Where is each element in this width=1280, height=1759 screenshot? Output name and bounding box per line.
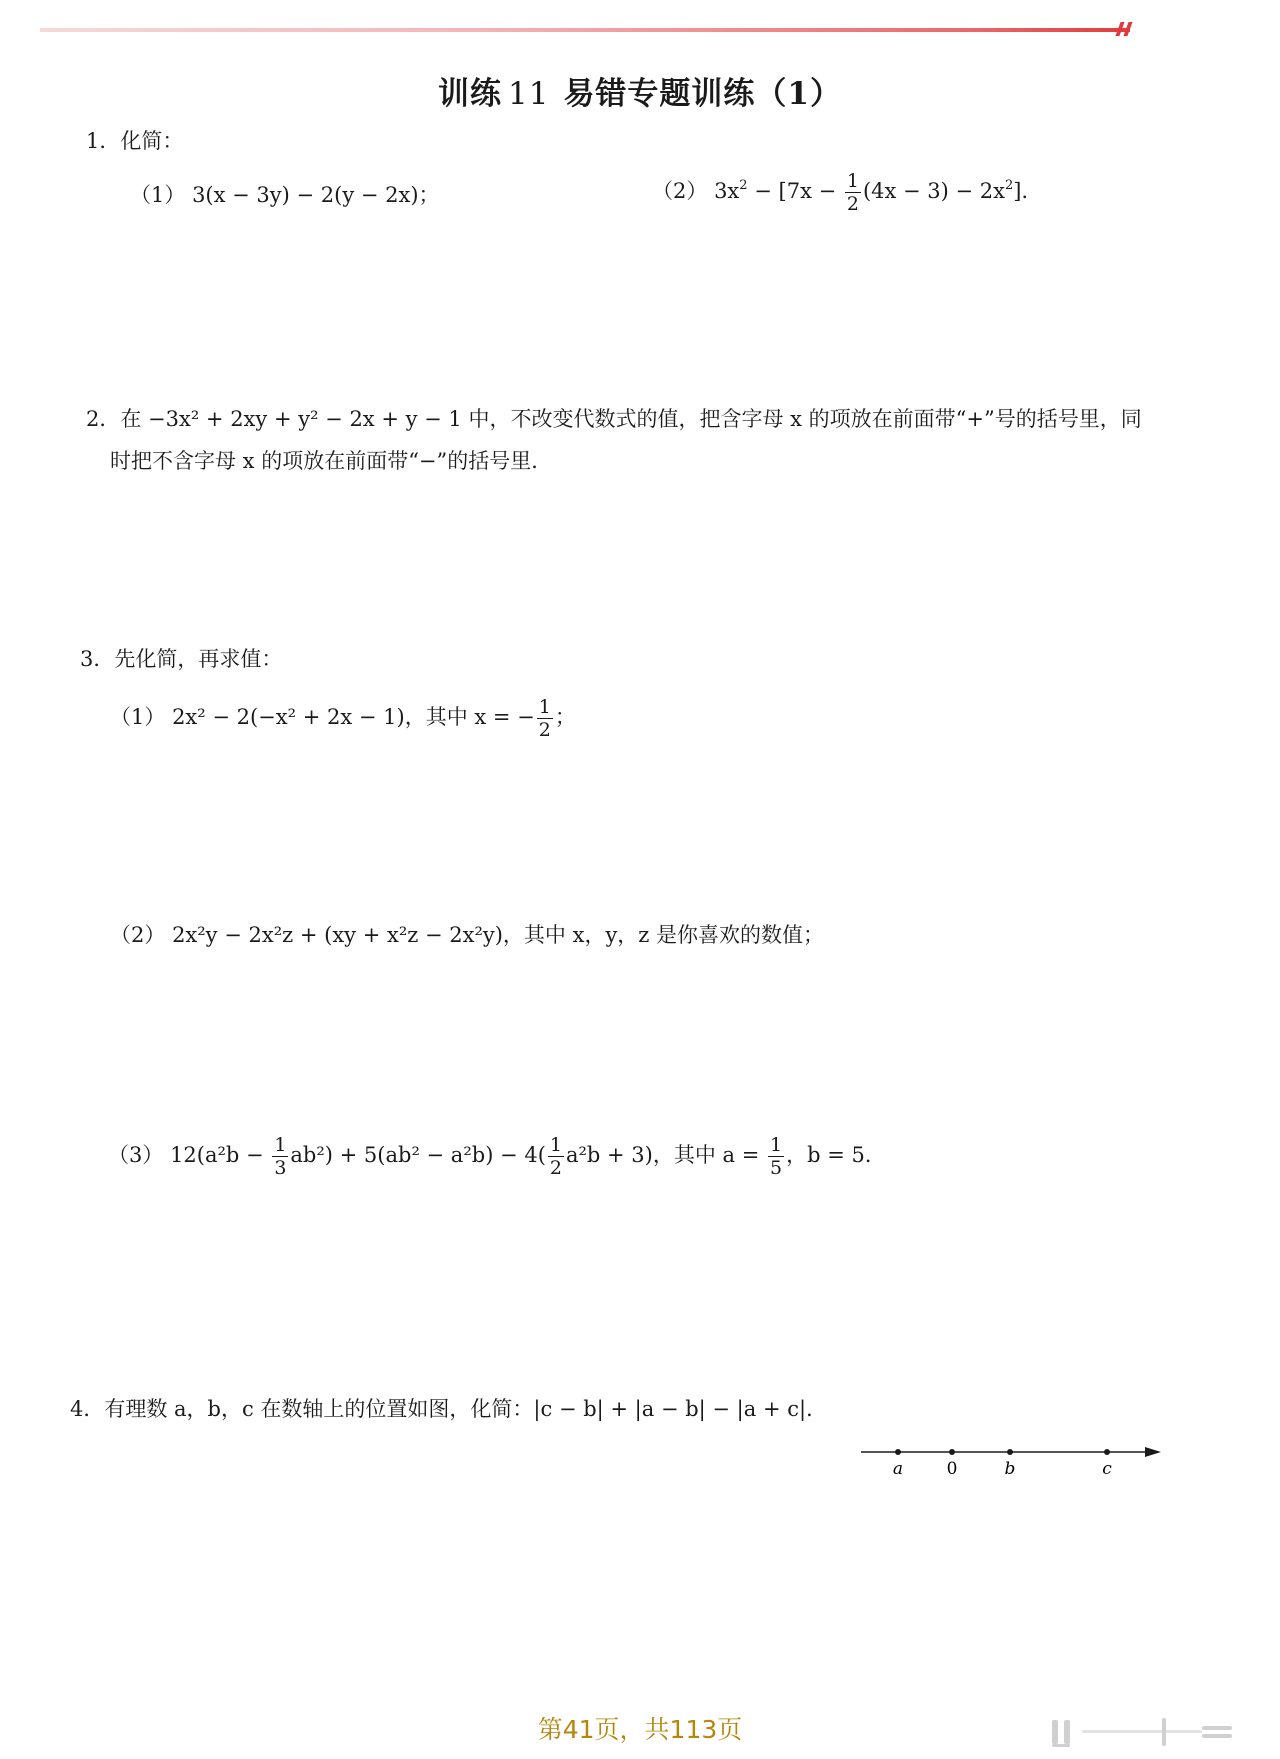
page-indicator: 第41页，共113页 — [537, 1715, 743, 1744]
q3-part2-label: （2） — [110, 923, 166, 947]
q1-part2-fraction: $\frac{1}{2}$ — [846, 170, 859, 215]
q3-part3-fraction-2: $\frac{1}{2}$ — [549, 1134, 562, 1179]
q3-part2 — [110, 920, 824, 950]
label-a: a — [892, 1459, 904, 1479]
point-c — [1104, 1449, 1110, 1455]
q2-line1: 2．在 −3x² + 2xy + y² − 2x + y − 1 中，不改变代数式的值，把含字母 x 的项放在前面带“+”号的括号里，同 — [86, 407, 1142, 431]
q1-part1-label: （1） — [130, 183, 186, 207]
page-slider-thumb[interactable] — [1162, 1718, 1166, 1746]
q3-part3-fraction-3: $\frac{1}{5}$ — [770, 1134, 783, 1179]
header-rule-tick — [1123, 22, 1132, 36]
q3-part1-label: （1） — [110, 705, 166, 729]
title-text: 易错专题训练（1） — [563, 76, 843, 112]
q3-part3-fraction-1: $\frac{1}{3}$ — [274, 1134, 287, 1179]
q1-part2-expr-a: 3x — [714, 179, 740, 203]
q1-part2-expr-b: − [7x − — [747, 179, 843, 203]
q3-part1: （1） 2x² − 2(−x² + 2x − 1)，其中 x = − $\frac{1}{2}$ ； — [110, 696, 576, 741]
q3-part3-label: （3） — [108, 1143, 164, 1167]
q1-part2-expr-d: ]． — [1013, 179, 1043, 203]
q2-line2: 时把不含字母 x 的项放在前面带“−”的括号里． — [110, 449, 553, 473]
q1-part1 — [130, 180, 440, 210]
label-c: c — [1102, 1459, 1112, 1479]
number-line-arrow — [1145, 1447, 1161, 1457]
point-a — [895, 1449, 901, 1455]
q1-part2-label: （2） — [652, 179, 708, 203]
q1-label: 1．化简： — [86, 129, 184, 153]
q3-part1-fraction: $\frac{1}{2}$ — [538, 696, 551, 741]
q3-part3: （3） 12(a²b − $\frac{1}{3}$ ab²) + 5(ab² − a²b) − 4( $\frac{1}{2}$ a²b + 3)，其中 a = $\frac{1}{5}$ ，b = 5． — [108, 1134, 886, 1179]
menu-icon-bar — [1202, 1734, 1232, 1738]
number-line — [855, 1432, 1165, 1482]
scroll-handle-base — [1052, 1744, 1070, 1747]
q3-part2-expression: 2x²y − 2x²z + (xy + x²z − 2x²y)，其中 x，y，z 是你喜欢的数值； — [172, 923, 825, 947]
title-prefix: 训练 — [437, 76, 502, 112]
q4-text: 4．有理数 a，b，c 在数轴上的位置如图，化简：|c − b| + |a − b| − |a + c|． — [70, 1397, 828, 1421]
label-b: b — [1004, 1459, 1016, 1479]
page-title — [0, 68, 1280, 113]
page-navigation — [1052, 1718, 1252, 1748]
label-0: 0 — [946, 1459, 958, 1479]
q1-part2: （2） $3x^2 - [7x$ − $\frac{1}{2}$ $(4x - 3) - 2x^2$]． — [652, 170, 1043, 215]
q1-part1-expression: 3(x − 3y) − 2(y − 2x)； — [192, 183, 440, 207]
title-number: 11 — [507, 76, 550, 112]
q1-part2-expr-c: (4x − 3) − 2x — [862, 179, 1006, 203]
scroll-handle-icon[interactable] — [1052, 1720, 1058, 1744]
point-b — [1007, 1449, 1013, 1455]
header-rule — [40, 28, 1130, 32]
q3-part1-expression: 2x² − 2(−x² + 2x − 1)，其中 x = − — [172, 705, 535, 729]
point-0 — [949, 1449, 955, 1455]
scroll-handle-icon[interactable] — [1064, 1720, 1070, 1744]
menu-icon[interactable] — [1202, 1726, 1232, 1730]
page-slider-track[interactable] — [1082, 1730, 1202, 1733]
q3-label: 3．先化简，再求值： — [80, 647, 283, 671]
